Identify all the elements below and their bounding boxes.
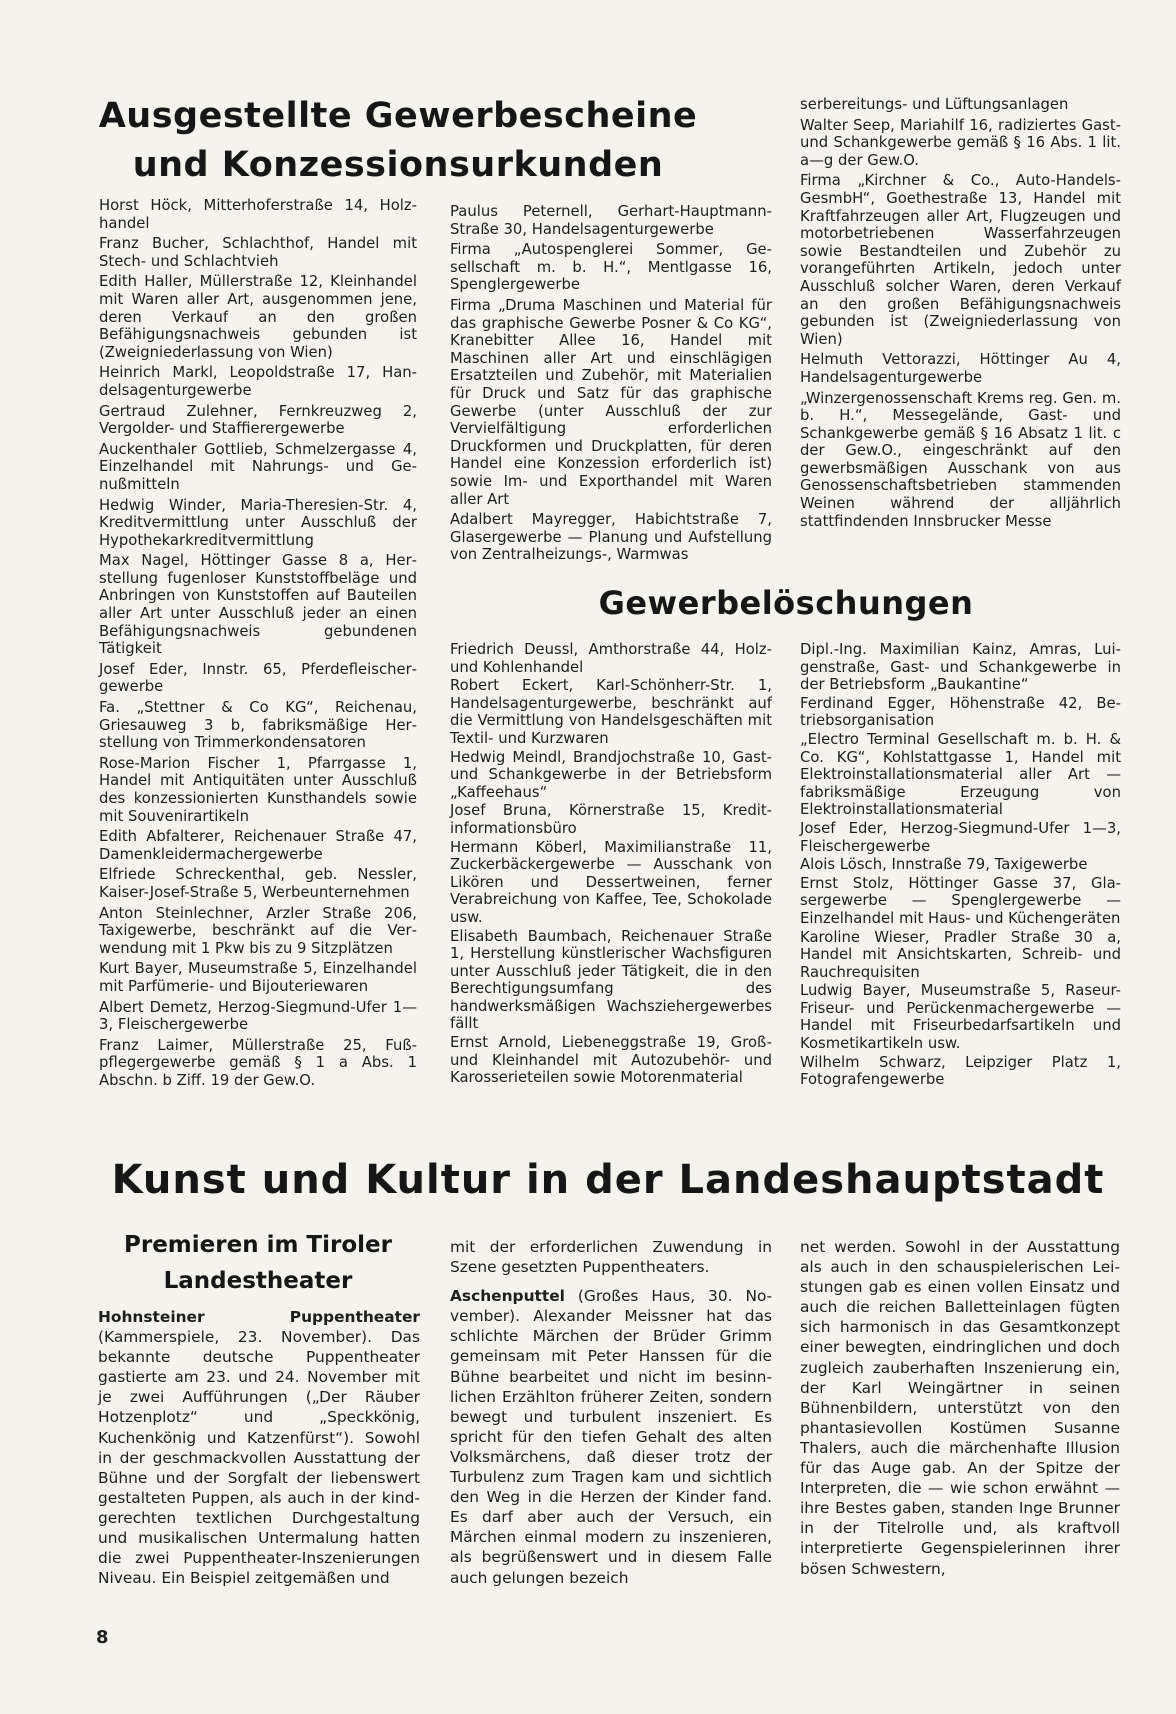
article-text: (Großes Haus, 30. November). Alexander Meissner hat das schlichte Märchen der Brüder Grimm gemeinsam mit Peter Hanssen für die Bühne bearbeitet und nicht im besinnlichen Erzählton früherer Zeiten, sondern bewegt und turbulent inszeniert. Es spricht für den tiefen Gehalt des alten Volksmärchens, daß dieser trotz der Turbulenz zum Tragen kam und sichtlich den Weg in die Herzen der Kinder fand. Es darf aber auch der Versuch, ein Märchen einmal modern zu inszenieren, als begrüßenswert und in diesem Falle auch gelungen bezeich [450,1287,772,1587]
list-entry: Elfriede Schreckenthal, geb. Nessler, Kaiser-Josef-Straße 5, Werbeunternehmen [99,866,417,901]
title-line-2: und Konzessionsurkunden [132,145,664,185]
kunst-column-1 [98,1307,420,1588]
list-entry: Hermann Köberl, Maximilianstraße 11, Zuckerbäckergewerbe — Ausschank von Likören und Dessertweinen, ferner Verabreichung von Kaffee, Tee, Schokolade usw. [450,838,772,926]
section-title-ausgestellte [98,92,698,190]
list-entry: Horst Höck, Mitterhoferstraße 14, Holzhandel [99,197,417,232]
list-entry: Rose-Marion Fischer 1, Pfarrgasse 1, Handel mit Antiquitäten unter Ausschluß des konzessionierten Kunsthandels sowie mit Souvenirartikeln [99,754,417,825]
list-entry: Max Nagel, Höttinger Gasse 8 a, Herstellung fugenloser Kunststoffbeläge und Anbringen von Kunststoffen auf Bauteilen aller Art unter Ausschluß jeder an einen Befähigungsnachweis gebundenen Tätigkeit [99,552,417,658]
list-entry: Josef Eder, Innstr. 65, Pferdefleischergewerbe [99,660,417,696]
list-entry: Friedrich Deussl, Amthorstraße 44, Holz- und Kohlenhandel [450,641,772,676]
list-entry: Helmuth Vettorazzi, Höttinger Au 4, Handelsagenturgewerbe [800,351,1121,386]
list-entry: Elisabeth Baumbach, Reichenauer Straße 1, Herstellung künstlerischer Wachsfiguren unter Ausschluß jeder Tätigkeit, die in den Berechtigungsumfang des handwerksmäßigen Wachsziehergewerbes fällt [450,927,772,1033]
list-entry: Hedwig Winder, Maria-Theresien-Str. 4, Kreditvermittlung unter Ausschluß der Hypothekarkreditvermittlung [99,496,417,549]
ausgestellte-column-1 [99,197,417,1090]
section-title-kunst [88,1157,1128,1203]
list-entry: Adalbert Mayregger, Habichtstraße 7, Glasergewerbe — Planung und Aufstellung von Zentralheizungs-, Warmwas [450,511,772,564]
article-paragraph: mit der erforderlichen Zuwendung in Szene gesetzten Puppentheaters. [450,1238,772,1277]
list-entry: Hedwig Meindl, Brandjochstraße 10, Gast- und Schankgewerbe in der Betriebsform „Kaffeehaus“ [450,748,772,801]
list-entry: Auckenthaler Gottlieb, Schmelzergasse 4, Einzelhandel mit Nahrungs- und Genußmitteln [99,440,417,493]
loeschungen-column-3 [800,641,1121,1089]
list-entry: Gertraud Zulehner, Fernkreuzweg 2, Vergolder- und Staffierergewerbe [99,402,417,438]
list-entry: Firma „Druma Maschinen und Material für das graphische Gewerbe Posner & Co KG“, Kranebitter Allee 16, Handel mit Maschinen aller Art und einschlägigen Ersatzteilen und Zubehör, mit Materialien für Druck und Satz für das graphische Gewerbe (unter Ausschluß der zur Vervielfältigung erforderlichen Druckformen und Druckplatten, für deren Handel eine Konzession erforderlich ist) sowie Im- und Exporthandel mit Waren aller Art [450,296,772,508]
list-entry: Edith Haller, Müllerstraße 12, Kleinhandel mit Waren aller Art, ausgenommen jene, deren Verkauf an den großen Befähigungsnachweis gebunden ist (Zweigniederlassung von Wien) [99,273,417,361]
list-entry: Dipl.-Ing. Maximilian Kainz, Amras, Luigenstraße, Gast- und Schankgewerbe in der Betriebsform „Baukantine“ [800,641,1121,694]
list-entry: Fa. „Stettner & Co KG“, Reichenau, Griesauweg 3 b, fabriksmäßige Herstellung von Trimmerkondensatoren [99,699,417,752]
list-entry: Ernst Stolz, Höttinger Gasse 37, Glasergewerbe — Spenglergewerbe — Einzelhandel mit Haus- und Küchengeräten [800,874,1121,927]
article-text: (Kammerspiele, 23. November). Das bekannte deutsche Puppentheater gastierte am 23. und 24. November mit je zwei Aufführungen („Der Räuber Hotzenplotz“ und „Speckkönig, Kuchenkönig und Katzenfürst“). Sowohl in der geschmackvollen Ausstattung der Bühne und der Sorgfalt der liebenswert gestalteten Puppen, als auch in der kindgerechten textlichen Durchgestaltung und musikalischen Untermalung hatten die zwei Puppentheater-Inszenierungen Niveau. Ein Beispiel zeitgemäßen und [98,1328,420,1588]
kunst-column-3 [800,1237,1120,1579]
list-entry: Edith Abfalterer, Reichenauer Straße 47, Damenkleidermachergewerbe [99,828,417,863]
list-entry: Robert Eckert, Karl-Schönherr-Str. 1, Handelsagenturgewerbe, beschränkt auf die Vermittlung von Handelsgeschäften mit Textil- und Kurzwaren [450,677,772,747]
list-entry: Firma „Kirchner & Co., Auto-Handels-GesmbH“, Goethestraße 13, Handel mit Kraftfahrzeugen aller Art, Flugzeugen und motorbetriebenen Wasserfahrzeugen sowie Bestandteilen und Zubehör zu vorangeführten Artikeln, jedoch unter Ausschluß solcher Waren, deren Verkauf an den großen Befähigungsnachweis gebunden ist (Zweigniederlassung von Wien) [800,172,1121,348]
article-lead: Aschenputtel [450,1287,565,1306]
list-entry: Heinrich Markl, Leopoldstraße 17, Handelsagenturgewerbe [99,364,417,399]
list-entry: Walter Seep, Mariahilf 16, radiziertes Gast- und Schankgewerbe gemäß § 16 Abs. 1 lit. a—g der Gew.O. [800,116,1121,169]
list-entry: Josef Eder, Herzog-Siegmund-Ufer 1—3, Fleischergewerbe [800,819,1121,855]
list-entry: Firma „Autospenglerei Sommer, Gesellschaft m. b. H.“, Mentlgasse 16, Spenglergewerbe [450,241,772,294]
title-line-1: Ausgestellte Gewerbescheine [98,96,698,136]
kunst-column-2 [450,1237,772,1588]
list-entry: Ernst Arnold, Liebeneggstraße 19, Groß- und Kleinhandel mit Autozubehör- und Karosserieteilen sowie Motorenmaterial [450,1034,772,1087]
section-title-loeschungen [450,584,1122,622]
list-entry: Albert Demetz, Herzog-Siegmund-Ufer 1—3, Fleischergewerbe [99,998,417,1034]
kunst-subtitle [98,1227,418,1299]
list-entry: Ferdinand Egger, Höhenstraße 42, Betriebsorganisation [800,694,1121,730]
loeschungen-title: Gewerbelöschungen [598,584,974,622]
list-entry: Josef Bruna, Körnerstraße 15, Kreditinformationsbüro [450,802,772,837]
kunst-title: Kunst und Kultur in der Landeshauptstadt [111,1157,1105,1203]
list-entry: Franz Bucher, Schlachthof, Handel mit Stech- und Schlachtvieh [99,235,417,270]
list-entry: Ludwig Bayer, Museumstraße 5, Raseur-Friseur- und Perückenmachergewerbe — Handel mit Friseurbedarfsartikeln und Kosmetikartikeln usw. [800,982,1121,1053]
ausgestellte-column-2 [450,203,772,564]
page-number: 8 [96,1627,109,1648]
list-entry: Wilhelm Schwarz, Leipziger Platz 1, Fotografengewerbe [800,1053,1121,1089]
list-entry: „Electro Terminal Gesellschaft m. b. H. & Co. KG“, Kohlstattgasse 1, Handel mit Elektroinstallationsmaterial aller Art — fabriksmäßige Erzeugung von Elektroinstallationsmaterial [800,730,1121,819]
article-paragraph [450,1286,772,1587]
list-entry: Franz Laimer, Müllerstraße 25, Fußpflegergewerbe gemäß § 1 a Abs. 1 Abschn. b Ziff. 19 der Gew.O. [99,1036,417,1089]
list-entry: Anton Steinlechner, Arzler Straße 206, Taxigewerbe, beschränkt auf die Verwendung mit 1 Pkw bis zu 9 Sitzplätzen [99,904,417,957]
list-entry: serbereitungs- und Lüftungsanlagen [800,96,1069,113]
article-paragraph [98,1307,420,1588]
article-lead: Hohnsteiner Puppentheater [98,1308,420,1326]
subtitle-line-2: Landestheater [163,1268,353,1294]
list-entry: Karoline Wieser, Pradler Straße 30 a, Handel mit Ansichtskarten, Schreib- und Rauchrequisiten [800,928,1121,981]
list-entry: Paulus Peternell, Gerhart-Hauptmann-Straße 30, Handelsagenturgewerbe [450,203,772,238]
ausgestellte-column-3 [800,96,1121,530]
subtitle-line-1: Premieren im Tiroler [124,1232,392,1258]
list-entry: „Winzergenossenschaft Krems reg. Gen. m. b. H.“, Messegelände, Gast- und Schankgewerbe gemäß § 16 Absatz 1 lit. c der Gew.O., eingeschränkt auf den gewerbsmäßigen Ausschank von aus Genossenschaftsbetrieben stammenden Weinen während der alljährlich stattfindenden Innsbrucker Messe [800,389,1121,530]
article-paragraph: net werden. Sowohl in der Ausstattung als auch in den schauspielerischen Leistungen gab es einen vollen Einsatz und auch die reichen Balletteinlagen fügten sich harmonisch in das Gesamtkonzept einer bewegten, eindringlichen und doch zugleich zauberhaften Inszenierung ein, der Karl Weingärtner in seinen Bühnenbildern, unterstützt von den phantasievollen Kostümen Susanne Thalers, auch die märchenhafte Illusion für das Auge gab. An der Spitze der Interpreten, die — wie schon erwähnt — ihre Bestes gaben, standen Inge Brunner in der Titelrolle und, als kraftvoll interpretierte Gegenspielerinnen ihrer bösen Schwestern, [800,1238,1120,1578]
list-entry: Kurt Bayer, Museumstraße 5, Einzelhandel mit Parfümerie- und Bijouteriewaren [99,960,417,995]
loeschungen-column-2 [450,641,772,1087]
list-entry: Alois Lösch, Innstraße 79, Taxigewerbe [800,856,1088,874]
